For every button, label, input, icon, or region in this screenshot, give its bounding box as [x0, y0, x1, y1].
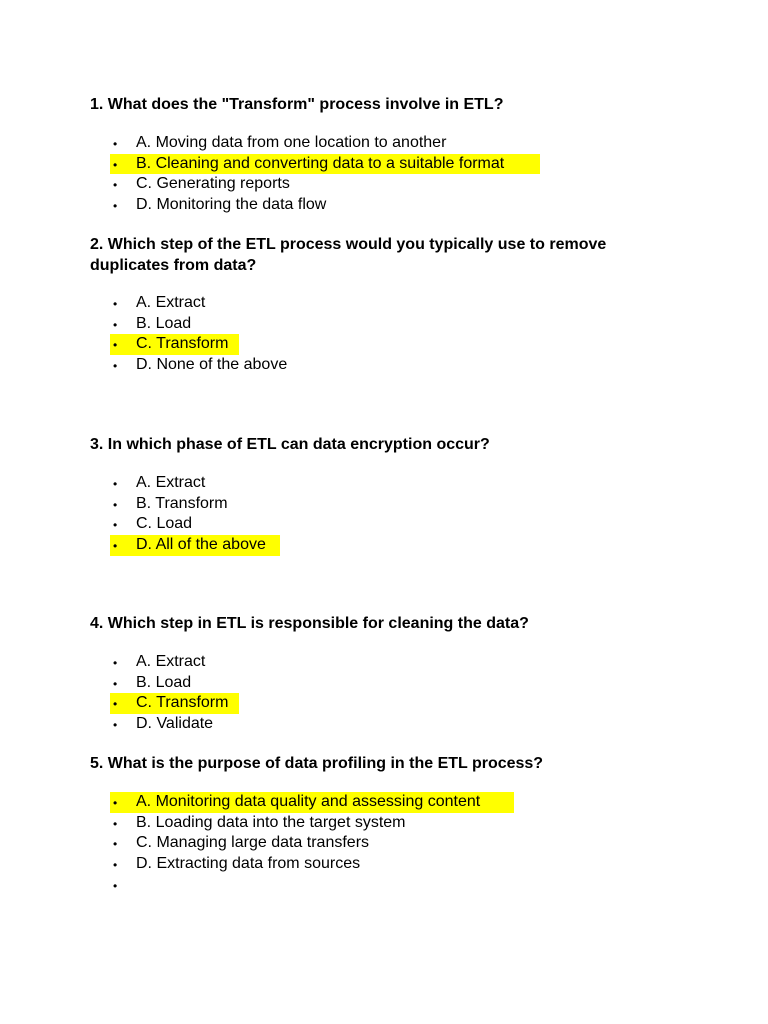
bullet-icon: • — [113, 178, 118, 193]
bullet-icon: • — [113, 858, 118, 873]
bullet-icon: • — [113, 878, 118, 893]
bullet-icon: • — [113, 137, 118, 151]
bullet-icon: • — [113, 338, 118, 353]
bullet-icon: • — [113, 697, 118, 712]
bullet-icon: • — [113, 199, 118, 214]
bullet-icon: • — [113, 837, 118, 852]
bullet-icon: • — [113, 718, 118, 733]
bullet-icon: • — [113, 477, 118, 491]
question-1: 1. What does the "Transform" process involve in ETL? — [90, 96, 504, 113]
bullet-icon: • — [113, 297, 118, 311]
question-5: 5. What is the purpose of data profiling in the ETL process? — [90, 755, 544, 772]
question-3: 3. In which phase of ETL can data encryption occur? — [90, 436, 490, 453]
bullet-icon: • — [113, 796, 118, 810]
bullet-icon: • — [113, 518, 118, 533]
question-4: 4. Which step in ETL is responsible for cleaning the data? — [90, 615, 529, 632]
bullet-icon: • — [113, 359, 118, 374]
bullet-icon: • — [113, 816, 118, 831]
bullet-icon: • — [113, 157, 118, 172]
bullet-icon: • — [113, 656, 118, 670]
bullet-icon: • — [113, 539, 118, 554]
bullet-icon: • — [113, 676, 118, 691]
bullet-icon: • — [113, 317, 118, 332]
question-2: 2. Which step of the ETL process would you typically use to remove duplicates from data? — [90, 236, 607, 274]
document-page: 1. What does the "Transform" process involve in ETL? • A. Moving data from one location to another • B. Cleaning and converting data to a suitable format • C. Generating reports • D. Monitoring the data flow 2. Which step of the ETL process would you typically use to remove duplicates from data? • A. Extract • B. Load • C. Transform • D. None of the above 3. In which phase of ETL can data encryption occur? • A. Extract • B. Transform • C. Load • D. All of the above 4. Which step in ETL is responsible for cleaning the data? • A. Extract • B. Load • C. Transform • D. Validate 5. What is the purpose of data profiling in the ETL process? • A. Monitoring data quality and assessing content • B. Loading data into the target system • C. Managing large data transfers • D. Extracting data from sources • — [0, 0, 768, 1024]
bullet-icon: • — [113, 497, 118, 512]
